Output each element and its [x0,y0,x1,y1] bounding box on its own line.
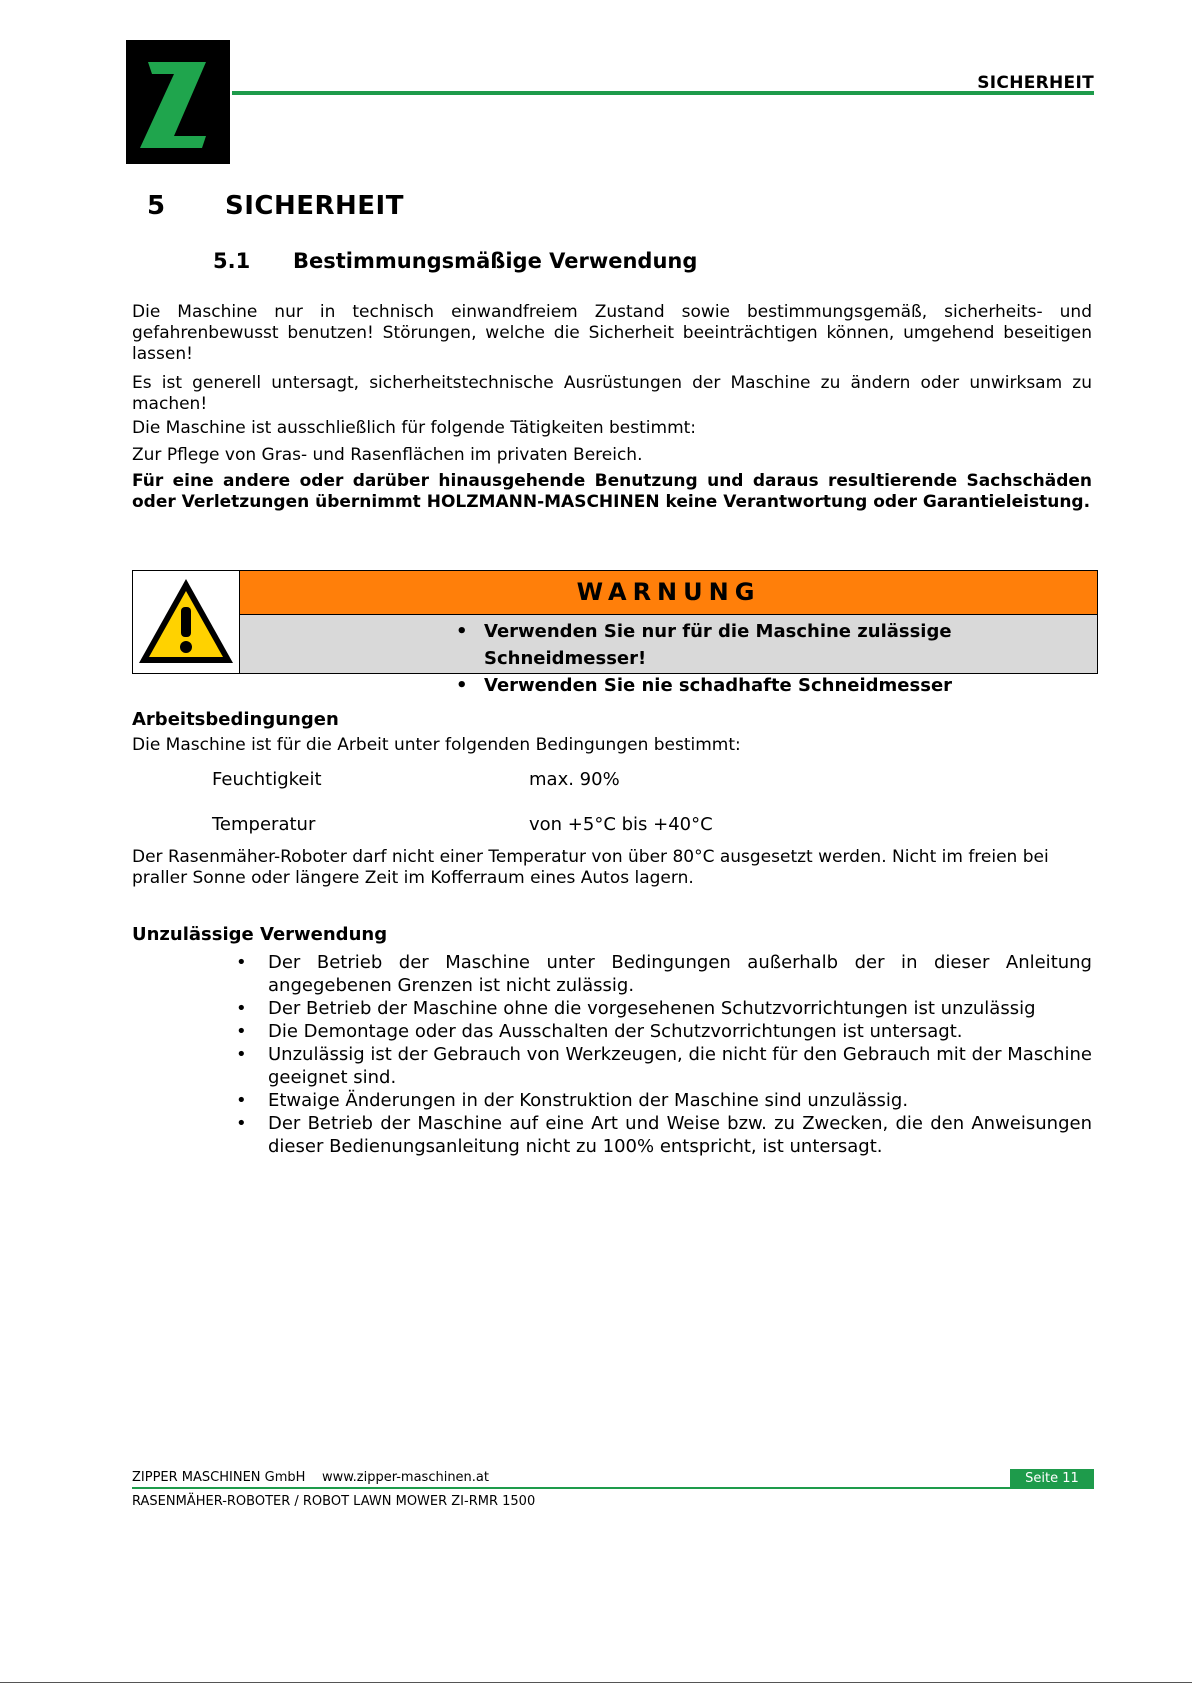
footer-website: www.zipper-maschinen.at [321,1470,489,1485]
warning-item: • Verwenden Sie nie schadhafte Schneidmesser [484,672,1097,699]
list-item: • Etwaige Änderungen in der Konstruktion der Maschine sind unzulässig. [268,1089,1092,1112]
paragraph-safety-equipment: Es ist generell untersagt, sicherheitstechnische Ausrüstungen der Maschine zu ändern oder unwirksam zu machen! [132,373,1092,414]
footer-product: RASENMÄHER-ROBOTER / ROBOT LAWN MOWER ZI-RMR 1500 [132,1494,536,1509]
condition-value-humidity: max. 90% [529,769,620,790]
improper-use-heading: Unzulässige Verwendung [132,924,388,945]
warning-title: WARNUNG [240,571,1097,615]
conditions-note: Der Rasenmäher-Roboter darf nicht einer Temperatur von über 80°C ausgesetzt werden. Nicht im freien bei praller Sonne oder längere Zeit im Kofferraum eines Autos lagern. [132,847,1049,888]
warning-item: • Verwenden Sie nur für die Maschine zulässige Schneidmesser! [484,618,1097,672]
warning-triangle-icon [133,571,239,673]
paragraph-intended-use: Die Maschine nur in technisch einwandfreiem Zustand sowie bestimmungsgemäß, sicherheits- und gefahrenbewusst benutzen! Störungen, welche die Sicherheit beeinträchtigen können, umgehend beseitigen lassen! [132,302,1092,364]
subsection-title: Bestimmungsmäßige Verwendung [293,249,698,273]
list-item: • Der Betrieb der Maschine auf eine Art und Weise bzw. zu Zwecken, die den Anweisungen dieser Bedienungsanleitung nicht zu 100% entspricht, ist untersagt. [268,1112,1092,1158]
footer-company-line [132,1470,489,1485]
page-bottom-rule [0,1682,1192,1683]
list-item: • Unzulässig ist der Gebrauch von Werkzeugen, die nicht für den Gebrauch mit der Maschine geeignet sind. [268,1043,1092,1089]
footer-rule [132,1487,1094,1489]
conditions-heading: Arbeitsbedingungen [132,709,339,730]
condition-label-humidity: Feuchtigkeit [212,769,322,790]
subsection-number: 5.1 [213,249,251,273]
page-number: Seite 11 [1010,1469,1094,1488]
list-item: • Die Demontage oder das Ausschalten der Schutzvorrichtungen ist untersagt. [268,1020,1092,1043]
list-item: • Der Betrieb der Maschine unter Bedingungen außerhalb der in dieser Anleitung angegebenen Grenzen ist nicht zulässig. [268,951,1092,997]
paragraph-purpose: Die Maschine ist ausschließlich für folgende Tätigkeiten bestimmt: [132,418,697,438]
paragraph-liability: Für eine andere oder darüber hinausgehende Benutzung und daraus resultierende Sachschäden oder Verletzungen übernimmt HOLZMANN-MASCHINEN keine Verantwortung oder Garantieleistung. [132,471,1092,512]
improper-use-list [268,951,1092,1158]
section-title: SICHERHEIT [225,191,404,221]
footer-company: ZIPPER MASCHINEN GmbH [132,1470,306,1485]
conditions-intro: Die Maschine ist für die Arbeit unter folgenden Bedingungen bestimmt: [132,735,741,755]
company-logo [126,40,230,164]
header-section-title: SICHERHEIT [977,73,1094,93]
paragraph-lawn-care: Zur Pflege von Gras- und Rasenflächen im privaten Bereich. [132,445,643,465]
condition-value-temperature: von +5°C bis +40°C [529,814,713,835]
section-number: 5 [147,191,166,221]
warning-content [240,615,1097,696]
condition-label-temperature: Temperatur [212,814,316,835]
warning-icon-cell [133,571,240,673]
warning-box [132,570,1098,696]
list-item: • Der Betrieb der Maschine ohne die vorgesehenen Schutzvorrichtungen ist unzulässig [268,997,1092,1020]
